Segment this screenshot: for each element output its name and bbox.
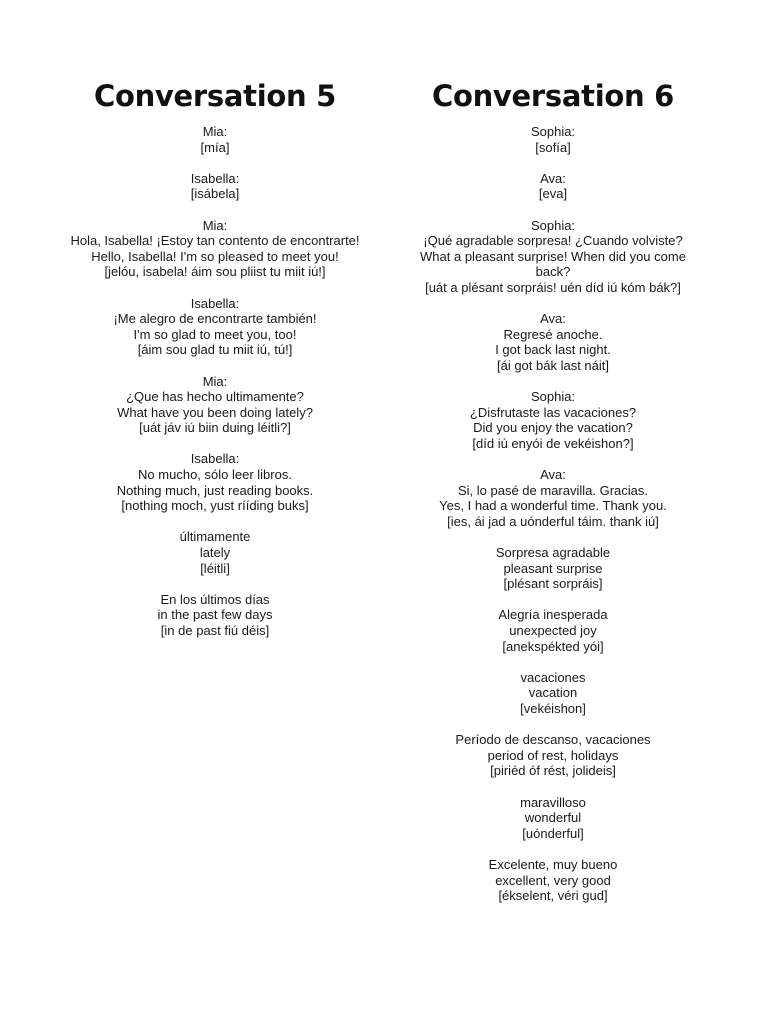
- text-line: [uónderful]: [522, 825, 584, 841]
- text-line: [eva]: [538, 186, 568, 202]
- text-line: Isabella:: [190, 170, 240, 186]
- conversation-6-text: [373, 124, 733, 904]
- text-line: [anekspékted yói]: [502, 638, 604, 654]
- conversation-6-title: Conversation 6: [431, 79, 674, 113]
- conversation-5-text: [35, 124, 395, 639]
- text-line: vacation: [528, 685, 578, 701]
- text-line: Ava:: [540, 311, 566, 327]
- text-line: in the past few days: [157, 607, 273, 623]
- blank-line: [35, 576, 395, 592]
- text-line: Mia:: [202, 373, 228, 389]
- text-line: Hello, Isabella! I'm so pleased to meet you!: [91, 248, 339, 264]
- blank-line: [35, 358, 395, 374]
- blank-line: [373, 654, 733, 670]
- text-line: Hola, Isabella! ¡Estoy tan contento de encontrarte!: [70, 233, 360, 249]
- blank-line: [373, 202, 733, 218]
- text-line: [ái got bák last náit]: [496, 357, 609, 373]
- blank-line: [373, 374, 733, 390]
- text-line: excellent, very good: [495, 872, 611, 888]
- text-line: I got back last night.: [495, 342, 611, 358]
- text-line: maravilloso: [520, 794, 586, 810]
- text-line: Regresé anoche.: [503, 326, 603, 342]
- text-line: ¡Me alegro de encontrarte también!: [113, 311, 317, 327]
- text-line: Si, lo pasé de maravilla. Gracias.: [457, 482, 649, 498]
- text-line: I'm so glad to meet you, too!: [133, 326, 297, 342]
- text-line: [ékselent, véri gud]: [498, 888, 608, 904]
- blank-line: [373, 451, 733, 467]
- text-line: Sophia:: [530, 124, 576, 139]
- text-line: Isabella:: [190, 295, 240, 311]
- text-line: Nothing much, just reading books.: [116, 482, 314, 498]
- text-line: [uát jáv iú biin duing léitli?]: [139, 420, 291, 436]
- blank-line: [373, 779, 733, 795]
- text-line: vacaciones: [520, 669, 586, 685]
- blank-line: [373, 841, 733, 857]
- text-line: Ava:: [540, 170, 566, 186]
- text-line: [isábela]: [190, 186, 240, 202]
- conversation-5-title: Conversation 5: [93, 79, 336, 113]
- text-line: ¡Qué agradable sorpresa! ¿Cuando volviste?: [423, 233, 683, 249]
- text-line: Did you enjoy the vacation?: [473, 420, 633, 436]
- text-line: Sorpresa agradable: [495, 545, 611, 561]
- text-line: Sophia:: [530, 217, 576, 233]
- blank-line: [373, 529, 733, 545]
- blank-line: [373, 717, 733, 733]
- text-line: Período de descanso, vacaciones: [455, 732, 651, 748]
- conversation-6-column: [373, 76, 733, 904]
- text-line: [piriéd óf rést, jolideis]: [490, 763, 616, 779]
- text-line: [jelóu, isabela! áim sou pliist tu miit iú!]: [104, 264, 326, 280]
- text-line: lately: [199, 545, 231, 561]
- text-line: Mia:: [202, 124, 228, 139]
- blank-line: [373, 155, 733, 171]
- text-line: back?: [535, 264, 571, 280]
- text-line: Sophia:: [530, 389, 576, 405]
- blank-line: [35, 514, 395, 530]
- text-line: Excelente, muy bueno: [488, 856, 618, 872]
- text-line: pleasant surprise: [503, 560, 603, 576]
- blank-line: [373, 296, 733, 312]
- text-line: Yes, I had a wonderful time. Thank you.: [439, 498, 667, 514]
- text-line: Isabella:: [190, 451, 240, 467]
- text-line: [mía]: [200, 139, 230, 155]
- text-line: period of rest, holidays: [487, 747, 619, 763]
- conversation-5-column: [35, 76, 395, 639]
- text-line: unexpected joy: [509, 623, 597, 638]
- blank-line: [35, 155, 395, 171]
- text-line: En los últimos días: [160, 591, 270, 607]
- text-line: [áim sou glad tu miit iú, tú!]: [137, 342, 293, 358]
- text-line: Mia:: [202, 217, 228, 233]
- blank-line: [373, 592, 733, 608]
- text-line: [vekéishon]: [520, 700, 586, 716]
- text-line: últimamente: [179, 529, 251, 545]
- text-line: wonderful: [524, 810, 582, 826]
- text-line: [sofía]: [535, 139, 571, 155]
- blank-line: [35, 436, 395, 452]
- blank-line: [35, 202, 395, 218]
- blank-line: [35, 280, 395, 296]
- text-line: [uát a plésant sorpráis! uén díd iú kóm bák?]: [425, 279, 681, 295]
- text-line: [in de past fiú déis]: [160, 623, 270, 638]
- text-line: No mucho, sólo leer libros.: [138, 467, 292, 483]
- text-line: What have you been doing lately?: [117, 404, 313, 420]
- text-line: Alegría inesperada: [498, 607, 608, 623]
- text-line: ¿Disfrutaste las vacaciones?: [469, 404, 637, 420]
- text-line: What a pleasant surprise! When did you come: [420, 248, 686, 264]
- text-line: ¿Que has hecho ultimamente?: [126, 389, 304, 405]
- text-line: [léitli]: [200, 560, 230, 576]
- text-line: Ava:: [540, 467, 566, 483]
- text-line: [díd iú enyói de vekéishon?]: [472, 435, 634, 451]
- text-line: [ies, ái jad a uónderful táim. thank iú]: [447, 513, 659, 529]
- text-line: [plésant sorpráis]: [503, 576, 603, 592]
- text-line: [nothing moch, yust rííding buks]: [121, 498, 309, 514]
